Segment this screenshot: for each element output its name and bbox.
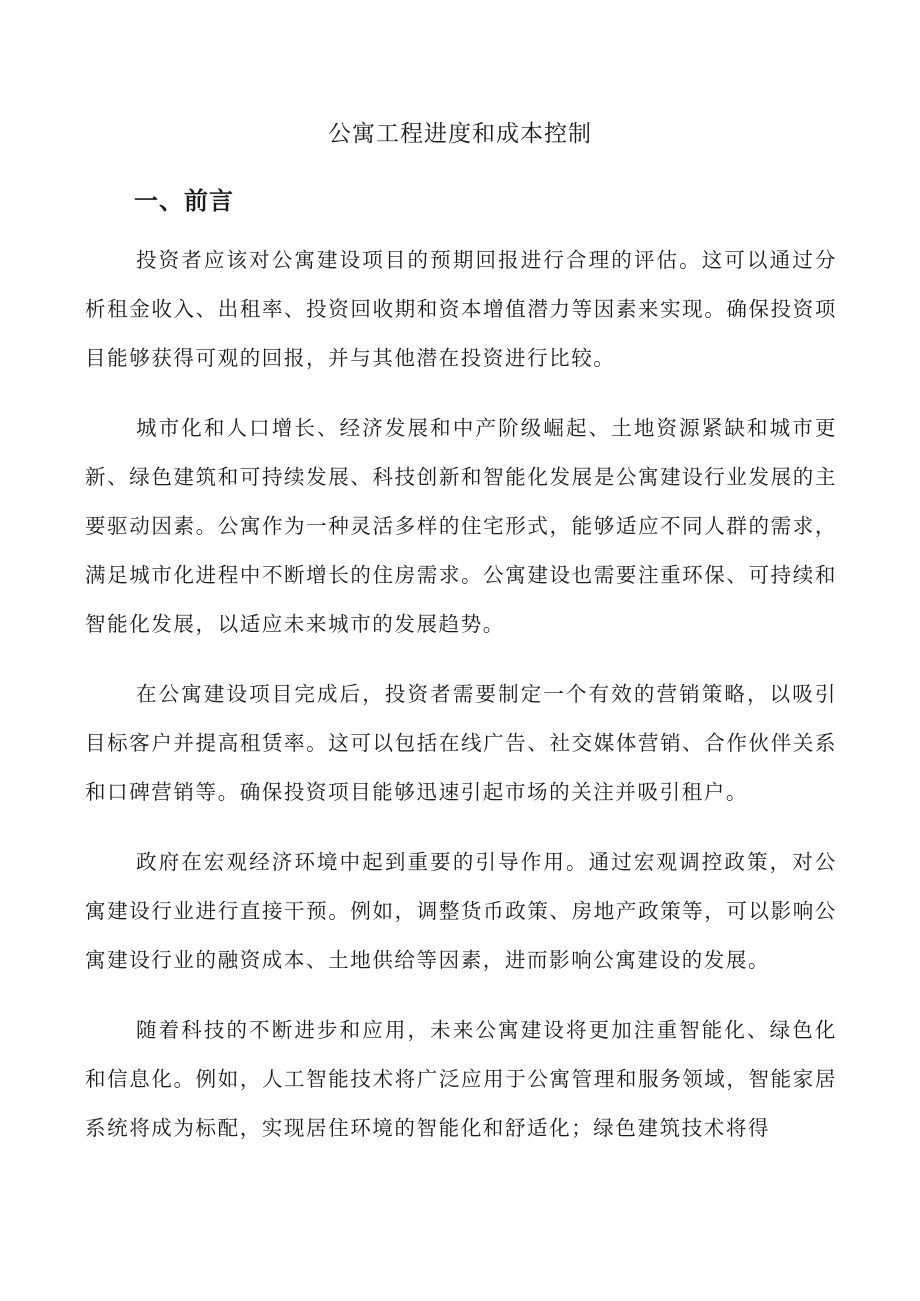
paragraph: 政府在宏观经济环境中起到重要的引导作用。通过宏观调控政策，对公寓建设行业进行直接干预。例如，调整货币政策、房地产政策等，可以影响公寓建设行业的融资成本、土地供给等因素，进而影响公寓建设的发展。 [85, 850, 837, 972]
document-title: 公寓工程进度和成本控制 [328, 121, 592, 147]
paragraph: 随着科技的不断进步和应用，未来公寓建设将更加注重智能化、绿色化和信息化。例如，人工智能技术将广泛应用于公寓管理和服务领域，智能家居系统将成为标配，实现居住环境的智能化和舒适化；绿色建筑技术将得 [85, 1018, 837, 1140]
paragraph: 在公寓建设项目完成后，投资者需要制定一个有效的营销策略，以吸引目标客户并提高租赁率。这可以包括在线广告、社交媒体营销、合作伙伴关系和口碑营销等。确保投资项目能够迅速引起市场的关注并吸引租户。 [85, 682, 837, 804]
section-heading: 一、前言 [134, 187, 234, 215]
paragraph: 城市化和人口增长、经济发展和中产阶级崛起、土地资源紧缺和城市更新、绿色建筑和可持续发展、科技创新和智能化发展是公寓建设行业发展的主要驱动因素。公寓作为一种灵活多样的住宅形式，能够适应不同人群的需求，满足城市化进程中不断增长的住房需求。公寓建设也需要注重环保、可持续和智能化发展，以适应未来城市的发展趋势。 [85, 416, 837, 636]
document-body [85, 236, 837, 1174]
paragraph: 投资者应该对公寓建设项目的预期回报进行合理的评估。这可以通过分析租金收入、出租率、投资回收期和资本增值潜力等因素来实现。确保投资项目能够获得可观的回报，并与其他潜在投资进行比较。 [85, 248, 837, 370]
